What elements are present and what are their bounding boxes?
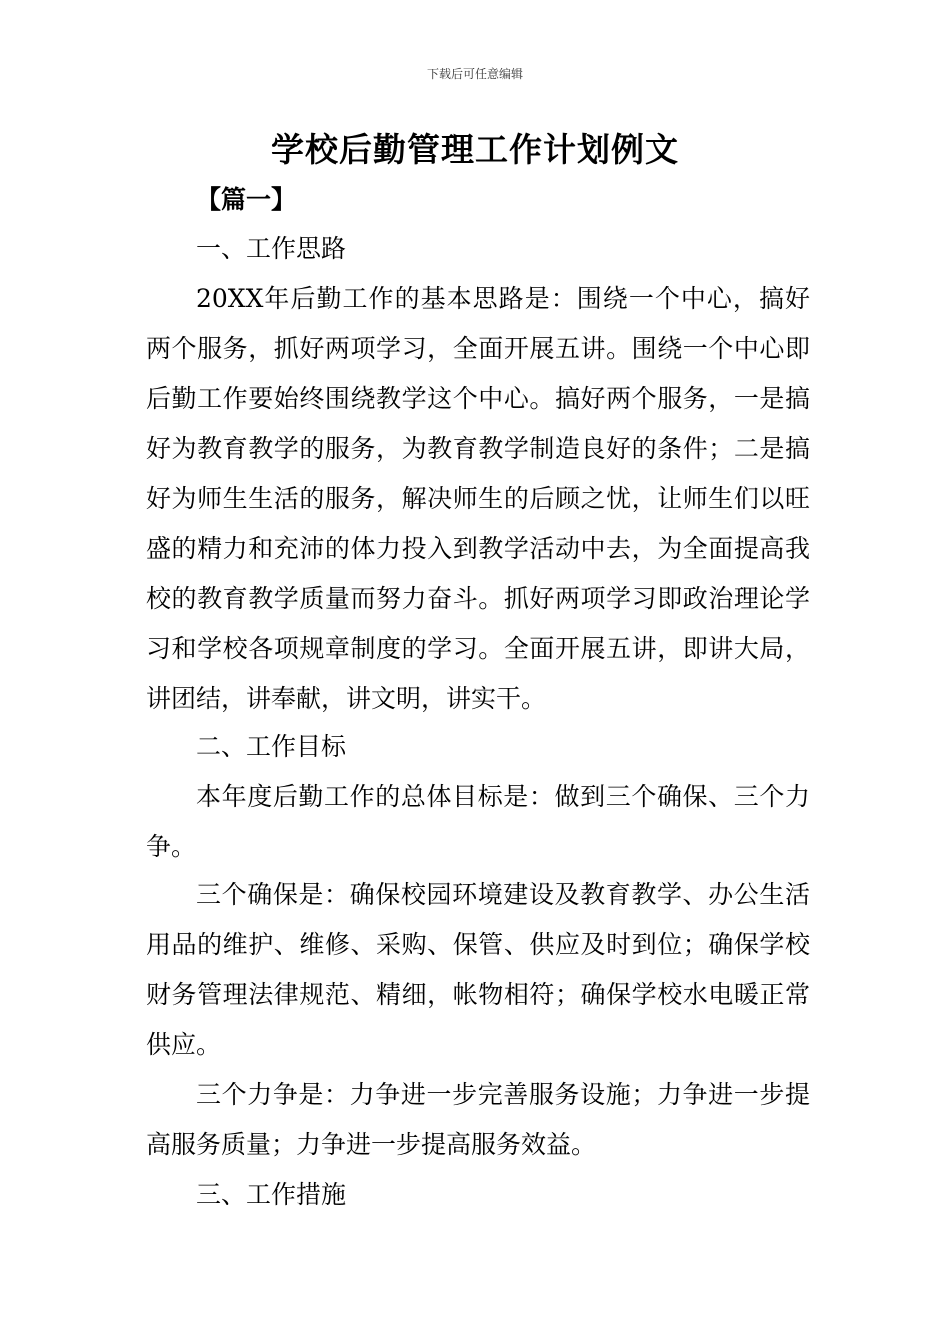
section-tag: 【篇一】 [196,185,297,214]
paragraph-three-strives [146,1070,810,1170]
paragraph-text: 20XX年后勤工作的基本思路是：围绕一个中心，搞好两个服务，抓好两项学习，全面开展五讲。围绕一个中心即后勤工作要始终围绕教学这个中心。搞好两个服务，一是搞好为教育教学的服务，为教育教学制造良好的条件；二是搞好为师生生活的服务，解决师生的后顾之忧，让师生们以旺盛的精力和充沛的体力投入到教学活动中去，为全面提高我校的教育教学质量而努力奋斗。抓好两项学习即政治理论学习和学校各项规章制度的学习。全面开展五讲，即讲大局，讲团结，讲奉献，讲文明，讲实干。 [146,284,810,713]
heading-work-measures [146,1170,810,1220]
paragraph-text: 三个力争是：力争进一步完善服务设施；力争进一步提高服务质量；力争进一步提高服务效益。 [146,1080,810,1159]
paragraph-text: 本年度后勤工作的总体目标是：做到三个确保、三个力争。 [146,782,810,861]
heading-work-approach [146,224,810,274]
paragraph-text: 三、工作措施 [196,1180,347,1209]
paragraph-work-approach [146,274,810,724]
paragraph-text: 一、工作思路 [196,234,347,263]
header-note: 下载后可任意编辑 [426,67,523,81]
paragraph-text: 三个确保是：确保校园环境建设及教育教学、办公生活用品的维护、维修、采购、保管、供应及时到位；确保学校财务管理法律规范、精细，帐物相符；确保学校水电暖正常供应。 [146,880,810,1059]
paragraph-text: 二、工作目标 [196,732,347,761]
paragraph-overall-goal [146,772,810,872]
heading-work-goals [146,722,810,772]
paragraph-three-ensures [146,870,810,1070]
document-title: 学校后勤管理工作计划例文 [271,130,679,169]
